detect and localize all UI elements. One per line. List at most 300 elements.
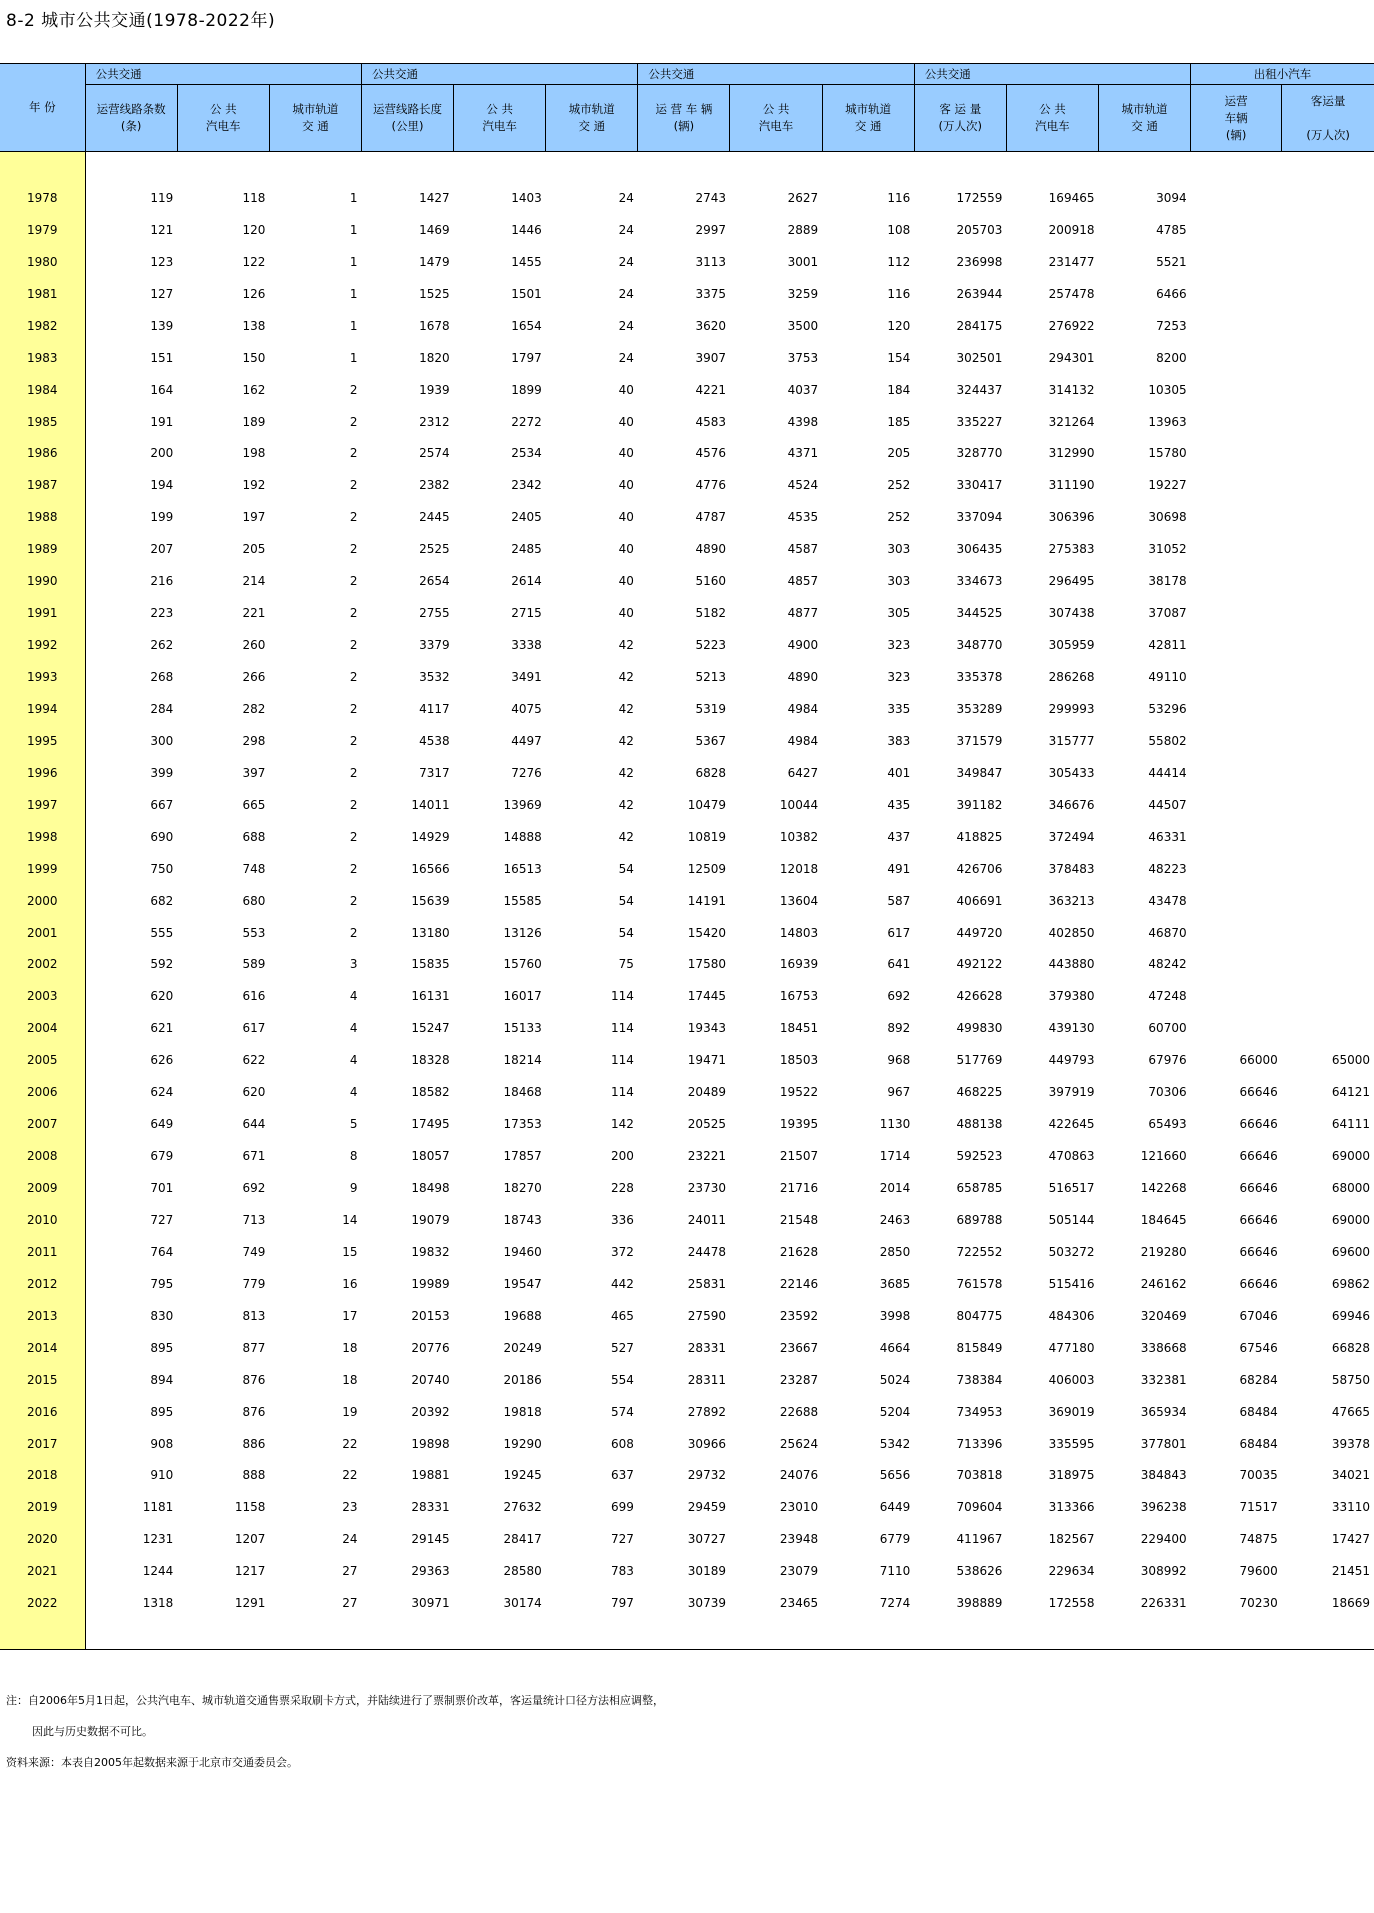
value-cell: 15639: [411, 893, 450, 908]
header-group-routes: 公共交通: [85, 64, 177, 85]
value-cell: 67546: [1239, 1340, 1278, 1355]
value-cell: 372494: [1048, 829, 1095, 844]
value-cell: 164: [150, 382, 174, 397]
value-cell: 24: [618, 190, 634, 205]
value-cell: 20392: [411, 1404, 450, 1419]
value-cell: 592523: [956, 1149, 1003, 1164]
value-cell: 122: [242, 254, 266, 269]
value-cell: [1282, 278, 1374, 310]
value-cell: 2850: [879, 1244, 911, 1259]
value-cell: 4: [349, 1053, 358, 1068]
value-cell: 4117: [419, 701, 450, 716]
value-cell: 2014: [879, 1181, 911, 1196]
value-cell: 307438: [1048, 606, 1095, 621]
value-cell: 5223: [695, 638, 726, 653]
value-cell: 4984: [787, 733, 819, 748]
value-cell: 4785: [1156, 222, 1187, 237]
value-cell: 1797: [511, 350, 542, 365]
table-row: [0, 1523, 1374, 1555]
value-cell: 266: [242, 670, 266, 685]
year-cell: 2010: [0, 1204, 85, 1236]
value-cell: 300: [150, 733, 174, 748]
value-cell: [1282, 949, 1374, 981]
year-cell: 1990: [0, 565, 85, 597]
value-cell: 48223: [1148, 861, 1187, 876]
value-cell: 199: [150, 510, 174, 525]
value-cell: 64111: [1331, 1117, 1370, 1132]
value-cell: 4583: [695, 414, 726, 429]
value-cell: 20740: [411, 1372, 450, 1387]
value-cell: 24: [342, 1532, 358, 1547]
value-cell: 69000: [1331, 1212, 1370, 1227]
year-cell: 1992: [0, 629, 85, 661]
value-cell: 69600: [1331, 1244, 1370, 1259]
value-cell: 895: [150, 1340, 174, 1355]
value-cell: 21716: [779, 1181, 819, 1196]
value-cell: 401: [887, 765, 911, 780]
value-cell: 30698: [1148, 510, 1187, 525]
value-cell: 484306: [1048, 1308, 1095, 1323]
value-cell: 443880: [1048, 957, 1095, 972]
value-cell: 477180: [1048, 1340, 1095, 1355]
table-row: [0, 693, 1374, 725]
value-cell: 10044: [779, 797, 819, 812]
value-cell: [1282, 182, 1374, 214]
value-cell: 2627: [787, 190, 819, 205]
value-cell: 16939: [779, 957, 819, 972]
value-cell: 40: [618, 382, 634, 397]
value-cell: 10479: [687, 797, 726, 812]
table-row: [0, 246, 1374, 278]
value-cell: [1282, 885, 1374, 917]
value-cell: [1191, 469, 1282, 501]
value-cell: 2: [349, 638, 358, 653]
value-cell: 15: [342, 1244, 358, 1259]
value-cell: 2445: [419, 510, 450, 525]
notes: [6, 1694, 664, 1787]
value-cell: 40: [618, 510, 634, 525]
value-cell: 246162: [1140, 1276, 1187, 1291]
value-cell: [1282, 533, 1374, 565]
value-cell: 321264: [1048, 414, 1095, 429]
value-cell: 4: [349, 1021, 358, 1036]
value-cell: 17495: [411, 1117, 450, 1132]
value-cell: 318975: [1048, 1468, 1095, 1483]
year-cell: 2000: [0, 885, 85, 917]
value-cell: 626: [150, 1053, 174, 1068]
value-cell: 1501: [511, 286, 542, 301]
value-cell: [1191, 757, 1282, 789]
year-cell: 2018: [0, 1460, 85, 1492]
value-cell: 4664: [879, 1340, 911, 1355]
value-cell: 299993: [1048, 701, 1095, 716]
value-cell: 18270: [503, 1181, 542, 1196]
value-cell: 114: [610, 989, 634, 1004]
header-vehicles-bus: 公 共 汽电车: [730, 85, 822, 152]
value-cell: 66646: [1239, 1212, 1278, 1227]
value-cell: 302501: [956, 350, 1003, 365]
value-cell: 19: [342, 1404, 358, 1419]
value-cell: 2: [349, 542, 358, 557]
value-cell: 21451: [1331, 1564, 1370, 1579]
value-cell: 60700: [1148, 1021, 1187, 1036]
value-cell: [1191, 182, 1282, 214]
value-cell: 624: [150, 1085, 174, 1100]
value-cell: 503272: [1048, 1244, 1095, 1259]
value-cell: 30971: [411, 1596, 450, 1611]
header-taxi-vehicles: 运营 车辆 (辆): [1191, 85, 1282, 152]
header-vehicles-total: 运 营 车 辆 (辆): [638, 85, 730, 152]
value-cell: 121: [150, 222, 174, 237]
value-cell: 24: [618, 286, 634, 301]
value-cell: 2889: [787, 222, 819, 237]
value-cell: 688: [242, 829, 266, 844]
value-cell: 16753: [779, 989, 819, 1004]
value-cell: 192: [242, 478, 266, 493]
value-cell: 260: [242, 638, 266, 653]
value-cell: [1191, 917, 1282, 949]
value-cell: 1714: [879, 1149, 911, 1164]
value-cell: 815849: [956, 1340, 1003, 1355]
value-cell: [1282, 821, 1374, 853]
header-group-passengers: 公共交通: [914, 64, 1006, 85]
value-cell: 207: [150, 542, 174, 557]
value-cell: 13969: [503, 797, 542, 812]
value-cell: 19547: [503, 1276, 542, 1291]
value-cell: 70230: [1239, 1596, 1278, 1611]
value-cell: 114: [610, 1021, 634, 1036]
value-cell: 282: [242, 701, 266, 716]
table-row: [0, 1140, 1374, 1172]
value-cell: 4787: [695, 510, 726, 525]
table-row: [0, 278, 1374, 310]
value-cell: 13126: [503, 925, 542, 940]
value-cell: 29732: [687, 1468, 726, 1483]
value-cell: 3: [349, 957, 358, 972]
value-cell: 20249: [503, 1340, 542, 1355]
value-cell: 10819: [687, 829, 726, 844]
value-cell: 6466: [1156, 286, 1187, 301]
value-cell: 14: [342, 1212, 358, 1227]
value-cell: 121660: [1140, 1149, 1187, 1164]
value-cell: 2743: [695, 190, 726, 205]
value-cell: 692: [242, 1181, 266, 1196]
value-cell: 1130: [879, 1117, 911, 1132]
value-cell: 22688: [779, 1404, 819, 1419]
value-cell: 40: [618, 574, 634, 589]
value-cell: 4: [349, 989, 358, 1004]
value-cell: 4535: [787, 510, 819, 525]
value-cell: 406691: [956, 893, 1003, 908]
value-cell: 66828: [1331, 1340, 1370, 1355]
value-cell: [1282, 374, 1374, 406]
value-cell: 1244: [142, 1564, 174, 1579]
value-cell: 3375: [695, 286, 726, 301]
value-cell: 617: [242, 1021, 266, 1036]
value-cell: 14803: [779, 925, 819, 940]
value-cell: 305959: [1048, 638, 1095, 653]
value-cell: 2997: [695, 222, 726, 237]
value-cell: 18328: [411, 1053, 450, 1068]
year-cell: 1991: [0, 597, 85, 629]
value-cell: 23: [342, 1500, 358, 1515]
value-cell: 17580: [687, 957, 726, 972]
value-cell: 690: [150, 829, 174, 844]
table-title: 8-2 城市公共交通(1978-2022年): [6, 11, 276, 31]
value-cell: 323: [887, 638, 911, 653]
value-cell: 19343: [687, 1021, 726, 1036]
value-cell: 709604: [956, 1500, 1003, 1515]
value-cell: 284175: [956, 318, 1003, 333]
value-cell: 66000: [1239, 1053, 1278, 1068]
value-cell: 19688: [503, 1308, 542, 1323]
value-cell: 4538: [419, 733, 450, 748]
value-cell: 17857: [503, 1149, 542, 1164]
value-cell: 439130: [1048, 1021, 1095, 1036]
value-cell: 27: [342, 1564, 358, 1579]
value-cell: 276922: [1048, 318, 1095, 333]
value-cell: 886: [242, 1436, 266, 1451]
value-cell: 4037: [787, 382, 819, 397]
value-cell: 7317: [419, 765, 450, 780]
value-cell: 554: [610, 1372, 634, 1387]
table-row: [0, 1587, 1374, 1619]
value-cell: 23010: [779, 1500, 819, 1515]
value-cell: 1525: [419, 286, 450, 301]
table-row: [0, 789, 1374, 821]
value-cell: 23079: [779, 1564, 819, 1579]
value-cell: 27590: [687, 1308, 726, 1323]
value-cell: 371579: [956, 733, 1003, 748]
year-cell: 1979: [0, 214, 85, 246]
value-cell: 4890: [695, 542, 726, 557]
value-cell: 162: [242, 382, 266, 397]
value-cell: 620: [242, 1085, 266, 1100]
value-cell: 64121: [1331, 1085, 1370, 1100]
value-cell: 66646: [1239, 1181, 1278, 1196]
value-cell: 20489: [687, 1085, 726, 1100]
value-cell: 24: [618, 254, 634, 269]
value-cell: 703818: [956, 1468, 1003, 1483]
value-cell: 19460: [503, 1244, 542, 1259]
value-cell: 14888: [503, 829, 542, 844]
value-cell: 30174: [503, 1596, 542, 1611]
value-cell: 24011: [687, 1212, 726, 1227]
value-cell: 779: [242, 1276, 266, 1291]
value-cell: 442: [610, 1276, 634, 1291]
value-cell: 303: [887, 574, 911, 589]
value-cell: 320469: [1140, 1308, 1187, 1323]
value-cell: 44414: [1148, 765, 1187, 780]
value-cell: 527: [610, 1340, 634, 1355]
value-cell: 383: [887, 733, 911, 748]
value-cell: 42: [618, 829, 634, 844]
value-cell: 47248: [1148, 989, 1187, 1004]
value-cell: 40: [618, 542, 634, 557]
value-cell: 3620: [695, 318, 726, 333]
value-cell: 8: [349, 1149, 358, 1164]
value-cell: 19898: [411, 1436, 450, 1451]
value-cell: 66646: [1239, 1085, 1278, 1100]
value-cell: [1191, 949, 1282, 981]
value-cell: 5: [349, 1117, 358, 1132]
value-cell: 335378: [956, 670, 1003, 685]
value-cell: 5160: [695, 574, 726, 589]
value-cell: 70035: [1239, 1468, 1278, 1483]
value-cell: 910: [150, 1468, 174, 1483]
value-cell: 665: [242, 797, 266, 812]
value-cell: 644: [242, 1117, 266, 1132]
year-cell: 1995: [0, 725, 85, 757]
value-cell: 221: [242, 606, 266, 621]
year-cell: 2006: [0, 1076, 85, 1108]
value-cell: 9: [349, 1181, 358, 1196]
value-cell: [1191, 821, 1282, 853]
value-cell: 13180: [411, 925, 450, 940]
value-cell: 399: [150, 765, 174, 780]
value-cell: 296495: [1048, 574, 1095, 589]
value-cell: 680: [242, 893, 266, 908]
value-cell: 19989: [411, 1276, 450, 1291]
value-cell: 294301: [1048, 350, 1095, 365]
value-cell: [1191, 629, 1282, 661]
table-row: [0, 1268, 1374, 1300]
value-cell: [1191, 374, 1282, 406]
value-cell: 553: [242, 925, 266, 940]
table-row: [0, 1172, 1374, 1204]
value-cell: 2272: [511, 414, 542, 429]
value-cell: 142268: [1140, 1181, 1187, 1196]
value-cell: 308992: [1140, 1564, 1187, 1579]
value-cell: 70306: [1148, 1085, 1187, 1100]
value-cell: 5204: [879, 1404, 911, 1419]
value-cell: 892: [887, 1021, 911, 1036]
value-cell: 2: [349, 606, 358, 621]
value-cell: 25831: [687, 1276, 726, 1291]
value-cell: 967: [887, 1085, 911, 1100]
value-cell: 15835: [411, 957, 450, 972]
value-cell: 895: [150, 1404, 174, 1419]
value-cell: 692: [887, 989, 911, 1004]
value-cell: 764: [150, 1244, 174, 1259]
value-cell: 28311: [687, 1372, 726, 1387]
value-cell: 877: [242, 1340, 266, 1355]
value-cell: 2382: [419, 478, 450, 493]
value-cell: 18669: [1331, 1596, 1370, 1611]
value-cell: 324437: [956, 382, 1003, 397]
value-cell: 406003: [1048, 1372, 1095, 1387]
value-cell: 426706: [956, 861, 1003, 876]
value-cell: 42811: [1148, 638, 1187, 653]
value-cell: 303: [887, 542, 911, 557]
year-cell: 1980: [0, 246, 85, 278]
value-cell: 23592: [779, 1308, 819, 1323]
value-cell: 422645: [1048, 1117, 1095, 1132]
value-cell: 226331: [1140, 1596, 1187, 1611]
value-cell: 19227: [1148, 478, 1187, 493]
value-cell: 1403: [511, 190, 542, 205]
value-cell: 4524: [787, 478, 819, 493]
value-cell: 223: [150, 606, 174, 621]
value-cell: 332381: [1140, 1372, 1187, 1387]
value-cell: [1282, 342, 1374, 374]
year-cell: 2008: [0, 1140, 85, 1172]
year-cell: 1989: [0, 533, 85, 565]
value-cell: 334673: [956, 574, 1003, 589]
value-cell: 12018: [779, 861, 819, 876]
value-cell: 3338: [511, 638, 542, 653]
value-cell: [1282, 438, 1374, 470]
table-row: [0, 374, 1374, 406]
value-cell: 29459: [687, 1500, 726, 1515]
table-row: [0, 725, 1374, 757]
value-cell: 418825: [956, 829, 1003, 844]
value-cell: 114: [610, 1085, 634, 1100]
value-cell: 384843: [1140, 1468, 1187, 1483]
value-cell: 620: [150, 989, 174, 1004]
value-cell: 17353: [503, 1117, 542, 1132]
value-cell: 311190: [1048, 478, 1095, 493]
value-cell: 5521: [1156, 254, 1187, 269]
value-cell: 2: [349, 925, 358, 940]
value-cell: 1: [349, 286, 358, 301]
value-cell: 2: [349, 670, 358, 685]
value-cell: 31052: [1148, 542, 1187, 557]
value-cell: 641: [887, 957, 911, 972]
header-year: 年 份: [0, 64, 85, 152]
value-cell: 69000: [1331, 1149, 1370, 1164]
value-cell: 66646: [1239, 1276, 1278, 1291]
value-cell: 16566: [411, 861, 450, 876]
value-cell: 396238: [1140, 1500, 1187, 1515]
value-cell: 54: [618, 861, 634, 876]
value-cell: 3500: [787, 318, 819, 333]
value-cell: 30966: [687, 1436, 726, 1451]
value-cell: 25624: [779, 1436, 819, 1451]
value-cell: 236998: [956, 254, 1003, 269]
value-cell: [1191, 565, 1282, 597]
table-row: [0, 980, 1374, 1012]
value-cell: 19079: [411, 1212, 450, 1227]
value-cell: 555: [150, 925, 174, 940]
value-cell: 2574: [419, 446, 450, 461]
value-cell: 491: [887, 861, 911, 876]
value-cell: 5656: [879, 1468, 911, 1483]
year-cell: 1996: [0, 757, 85, 789]
table-row: [0, 1236, 1374, 1268]
value-cell: 108: [887, 222, 911, 237]
header-routes-total: 运营线路条数 (条): [85, 85, 177, 152]
table-row: [0, 182, 1374, 214]
value-cell: 876: [242, 1404, 266, 1419]
value-cell: 4497: [511, 733, 542, 748]
value-cell: 488138: [956, 1117, 1003, 1132]
value-cell: 68484: [1239, 1436, 1278, 1451]
value-cell: [1191, 661, 1282, 693]
value-cell: 15420: [687, 925, 726, 940]
value-cell: 738384: [956, 1372, 1003, 1387]
value-cell: 1899: [511, 382, 542, 397]
value-cell: 19395: [779, 1117, 819, 1132]
value-cell: 363213: [1048, 893, 1095, 908]
value-cell: 391182: [956, 797, 1003, 812]
value-cell: 1479: [419, 254, 450, 269]
value-cell: 182567: [1048, 1532, 1095, 1547]
value-cell: 667: [150, 797, 174, 812]
value-cell: 68284: [1239, 1372, 1278, 1387]
value-cell: [1282, 917, 1374, 949]
value-cell: 2405: [511, 510, 542, 525]
